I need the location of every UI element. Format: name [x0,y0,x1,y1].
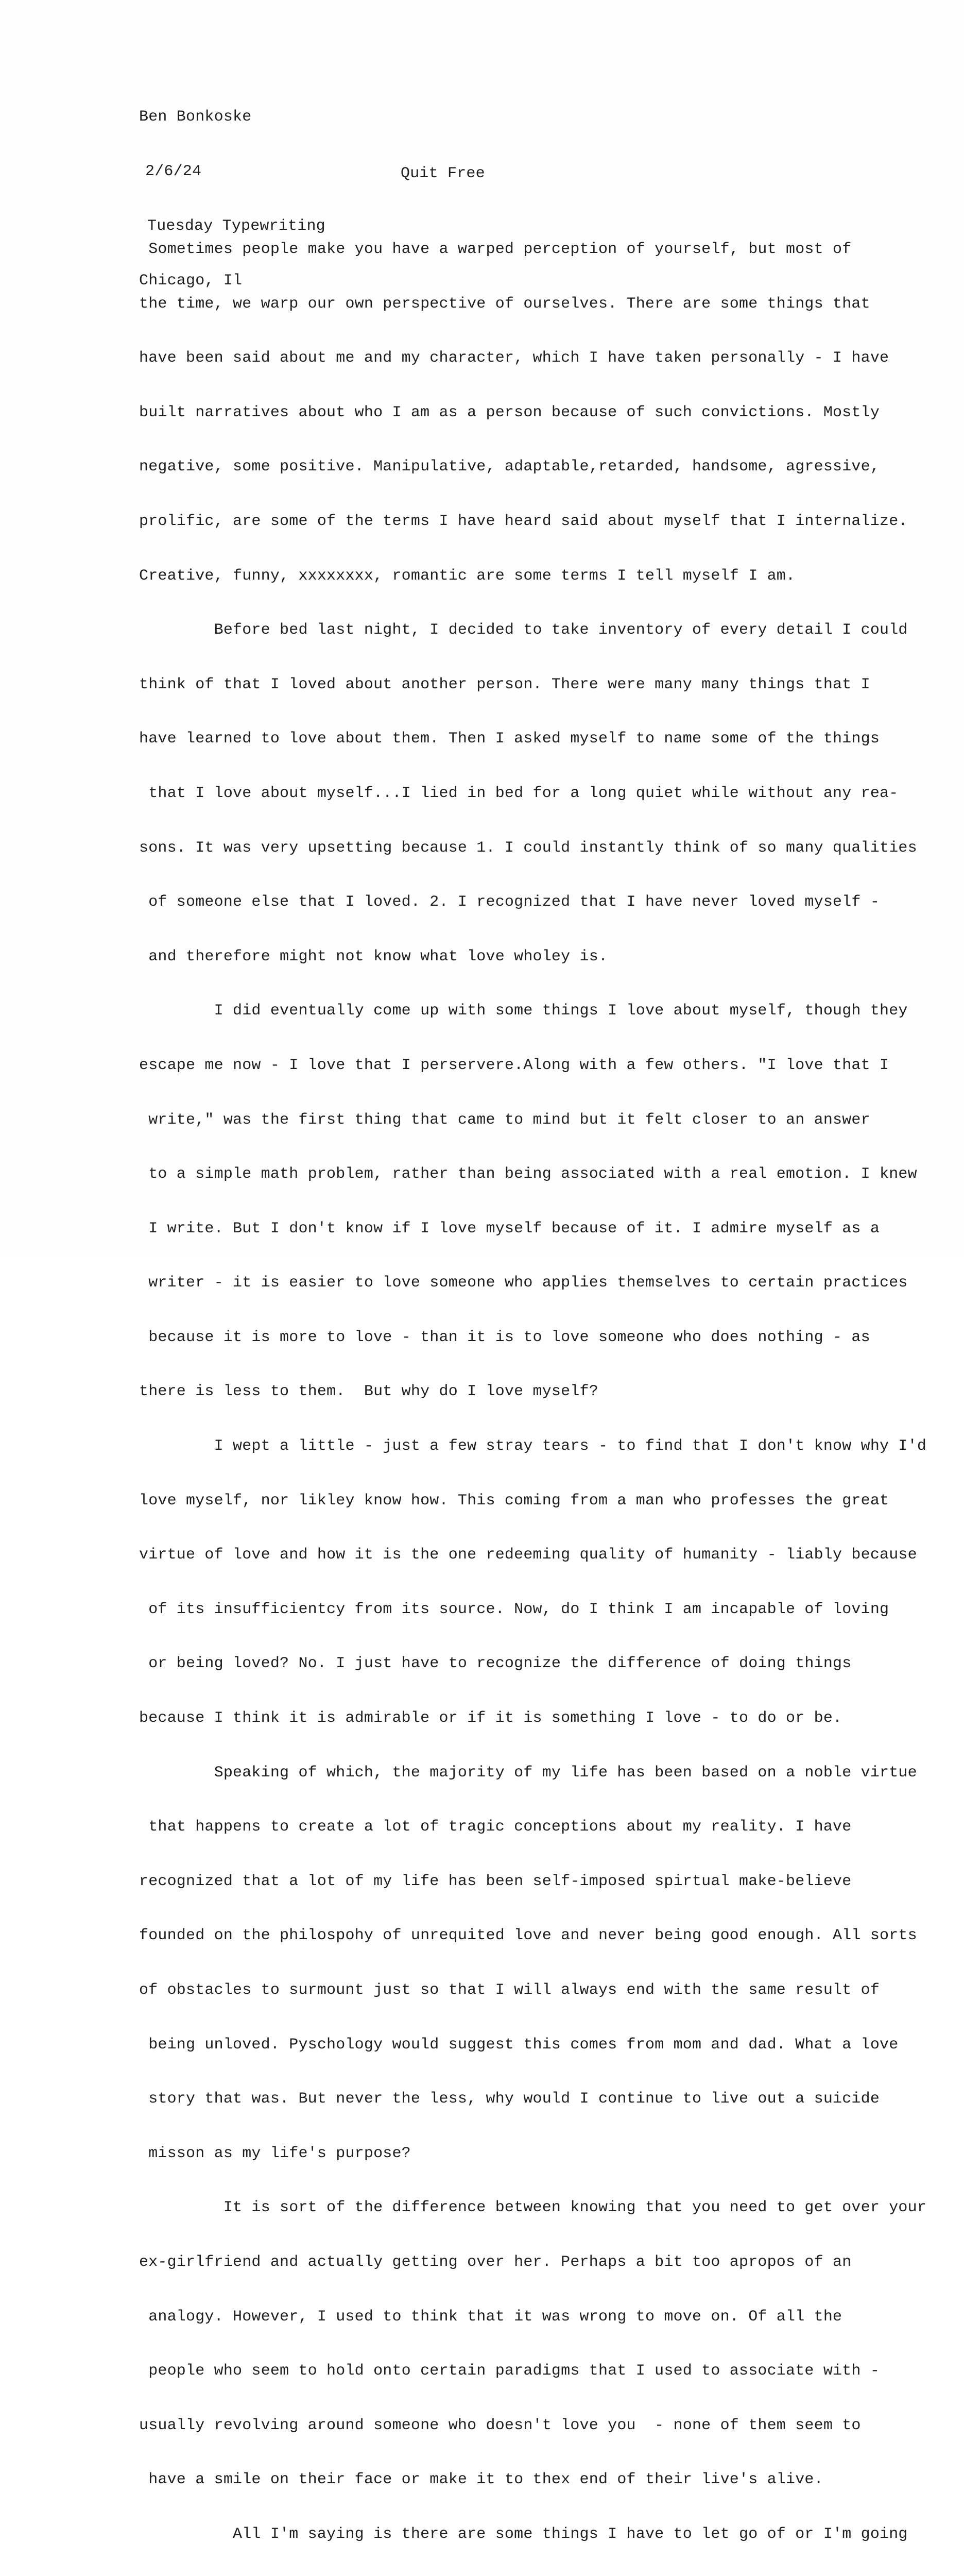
body-line: analogy. However, I used to think that it was wrong to move on. Of all the [139,2308,842,2326]
body-line: Before bed last night, I decided to take inventory of every detail I could [139,621,908,639]
location-line: Chicago, Il [139,272,243,290]
body-line: built narratives about who I am as a person because of such convictions. Mostly [139,403,880,421]
body-line: Sometimes people make you have a warped perception of yourself, but most of [139,241,852,258]
body-line: I wept a little - just a few stray tears - to find that I don't know why I'd [139,1437,927,1455]
body-line: the time, we warp our own perspective of ourselves. There are some things that [139,295,870,313]
body-line: virtue of love and how it is the one redeeming quality of humanity - liably because [139,1546,917,1564]
body-line: and therefore might not know what love wholey is. [139,947,608,965]
body-line: have a smile on their face or make it to thex end of their live's alive. [139,2471,823,2489]
author-name: Ben Bonkoske [139,108,252,126]
body-line: of someone else that I loved. 2. I recognized that I have never loved myself - [139,893,880,911]
body-line: founded on the philospohy of unrequited love and never being good enough. All sorts [139,1927,917,1945]
body-line: that I love about myself...I lied in bed for a long quiet while without any rea- [139,784,899,802]
body-line: write," was the first thing that came to mind but it felt closer to an answer [139,1111,870,1129]
body-line: because it is more to love - than it is to love someone who does nothing - as [139,1328,870,1346]
body-line: or being loved? No. I just have to recognize the difference of doing things [139,1655,852,1673]
date-line: 2/6/24 [145,163,202,180]
body-line: negative, some positive. Manipulative, adaptable,retarded, handsome, agressive, [139,458,880,476]
body-line: I write. But I don't know if I love myself because of it. I admire myself as a [139,1219,880,1238]
body-line: All I'm saying is there are some things I have to let go of or I'm going [139,2525,908,2543]
body-line: It is sort of the difference between knowing that you need to get over your [139,2199,927,2217]
body-line: story that was. But never the less, why would I continue to live out a suicide [139,2090,880,2108]
body-line: prolific, are some of the terms I have heard said about myself that I internalize. [139,512,908,530]
body-line: sons. It was very upsetting because 1. I could instantly think of so many qualities [139,839,917,857]
body-line: have been said about me and my character, which I have taken personally - I have [139,349,889,367]
body-line: usually revolving around someone who doesn't love you - none of them seem to [139,2416,861,2434]
body-line: that happens to create a lot of tragic conceptions about my reality. I have [139,1818,852,1836]
body-line: have learned to love about them. Then I asked myself to name some of the things [139,730,880,748]
body-line: think of that I loved about another person. There were many many things that I [139,675,870,693]
course-line: Tuesday Typewriting [147,217,325,235]
body-line: of its insufficientcy from its source. Now, do I think I am incapable of loving [139,1600,889,1618]
body-line: love myself, nor likley know how. This coming from a man who professes the great [139,1492,889,1510]
body-line: people who seem to hold onto certain paradigms that I used to associate with - [139,2362,880,2380]
body-line: there is less to them. But why do I love myself? [139,1383,598,1401]
document-title: Quit Free [401,165,485,182]
body-line: because I think it is admirable or if it is something I love - to do or be. [139,1709,842,1727]
body-line: escape me now - I love that I perservere.Along with a few others. "I love that I [139,1056,889,1074]
body-line: being unloved. Pyschology would suggest this comes from mom and dad. What a love [139,2036,899,2054]
body-line: misson as my life's purpose? [139,2144,411,2162]
body-line: recognized that a lot of my life has been self-imposed spirtual make-believe [139,1872,852,1890]
essay-body [139,205,942,2576]
body-line: Speaking of which, the majority of my life has been based on a noble virtue [139,1764,917,1782]
body-line: ex-girlfriend and actually getting over her. Perhaps a bit too apropos of an [139,2253,852,2271]
body-line: writer - it is easier to love someone who applies themselves to certain practices [139,1274,908,1292]
body-line: to a simple math problem, rather than being associated with a real emotion. I knew [139,1165,917,1183]
body-line: I did eventually come up with some things I love about myself, though they [139,1002,908,1020]
body-line: of obstacles to surmount just so that I will always end with the same result of [139,1981,880,1999]
body-line: Creative, funny, xxxxxxxx, romantic are some terms I tell myself I am. [139,567,796,585]
